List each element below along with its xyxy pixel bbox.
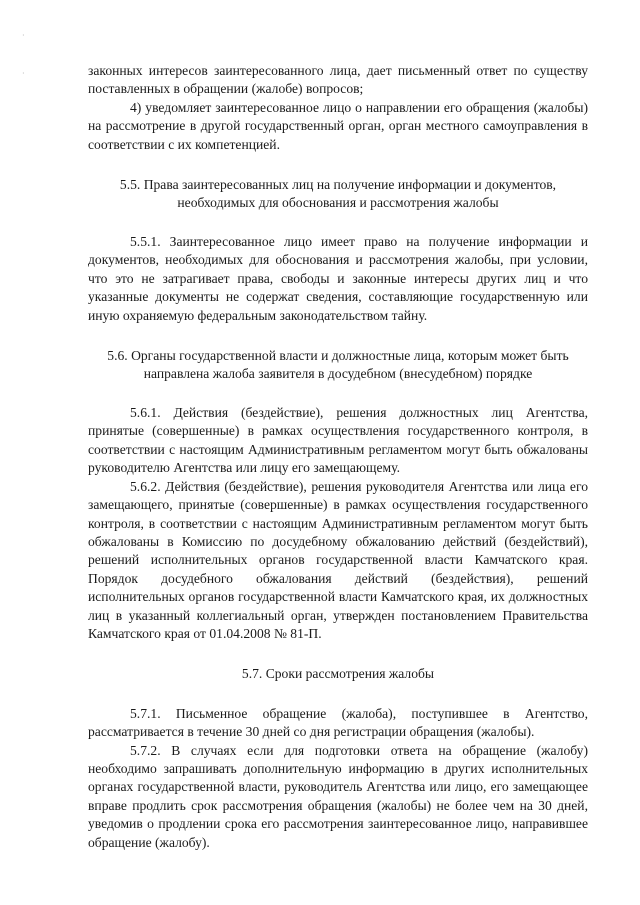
intro-paragraph-item-4: 4) уведомляет заинтересованное лицо о направлении его обращения (жалобы) на рассмотрение в другой государственный орган, орган местного самоуправления в соответствии с их компетенцией. bbox=[88, 99, 588, 152]
document-body bbox=[88, 62, 588, 852]
paragraph-5-7-1: 5.7.1. Письменное обращение (жалоба), поступившее в Агентство, рассматривается в течение 30 дней со дня регистрации обращения (жалобы). bbox=[88, 705, 588, 740]
section-5-6-heading: 5.6. Органы государственной власти и должностные лица, которым может быть направлена жалоба заявителя в досудебном (внесудебном) порядке bbox=[107, 348, 569, 381]
section-5-5-heading: 5.5. Права заинтересованных лиц на получение информации и документов, необходимых для обоснования и рассмотрения жалобы bbox=[119, 177, 557, 210]
paragraph-5-7-2: 5.7.2. В случаях если для подготовки ответа на обращение (жалобу) необходимо запрашивать дополнительную информацию в других исполнительных органах государственной власти, руководитель Агентства или лицо, его замещающее вправе продлить срок рассмотрения обращения (жалобы) не более чем на 30 дней, уведомив о продлении срока его рассмотрения заинтересованное лицо, направившее обращение (жалобу). bbox=[88, 742, 588, 850]
paragraph-5-5-1: 5.5.1. Заинтересованное лицо имеет право на получение информации и документов, необходимых для обоснования и рассмотрения жалобы, при условии, что это не затрагивает права, свободы и законные интересы других лиц и что указанные документы не содержат сведения, составляющие государственную или иную охраняемую федеральным законодательством тайну. bbox=[88, 234, 588, 323]
section-5-7-heading: 5.7. Сроки рассмотрения жалобы bbox=[241, 666, 435, 682]
scan-speck: · bbox=[22, 69, 25, 78]
paragraph-5-6-2: 5.6.2. Действия (бездействие), решения руководителя Агентства или лица его замещающего, принятые (совершенные) в рамках осуществления государственного контроля, в соответствии с настоящим Административным регламентом могут быть обжалованы в Комиссию по досудебному обжалованию действий (бездействий), решений исполнительных органов государственной власти Камчатского края. Порядок досудебного обжалования действий (бездействия), решений исполнительных органов государственной власти Камчатского края, их должностных лиц в указанный коллегиальный орган, утвержден постановлением Правительства Камчатского края от 01.04.2008 № 81-П. bbox=[88, 478, 588, 641]
paragraph-5-6-1: 5.6.1. Действия (бездействие), решения должностных лиц Агентства, принятые (совершенные) в рамках осуществления государственного контроля, в соответствии с настоящим Административным регламентом могут быть обжалованы руководителю Агентства или лицу его замещающему. bbox=[88, 405, 588, 476]
intro-paragraph-continuation: законных интересов заинтересованного лица, дает письменный ответ по существу поставленных в обращении (жалобе) вопросов; bbox=[88, 63, 588, 97]
scan-speck: · bbox=[22, 31, 25, 40]
